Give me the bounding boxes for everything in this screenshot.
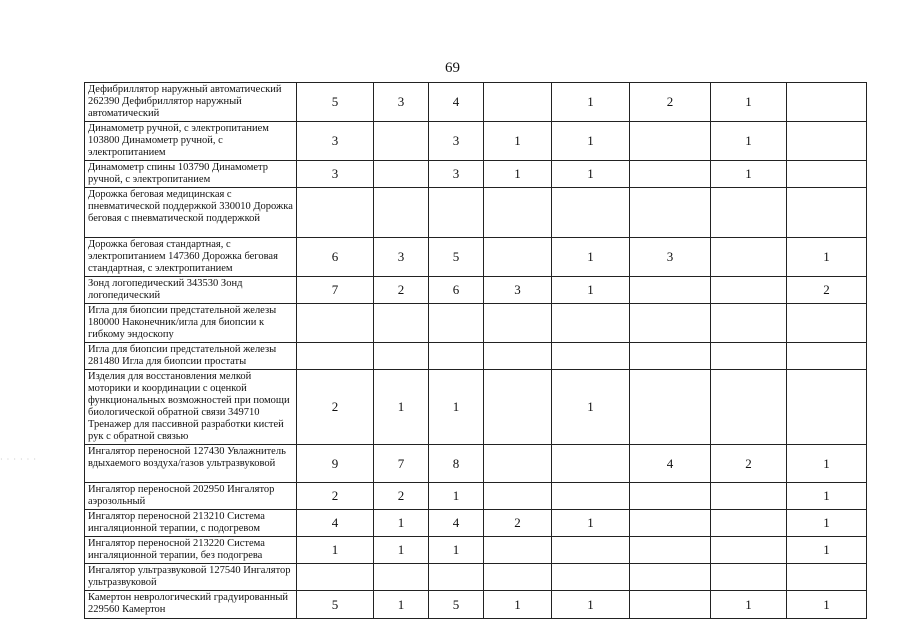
count-cell-col1: 5	[297, 591, 374, 619]
count-cell-col2	[374, 564, 429, 591]
table-row	[85, 161, 867, 188]
device-name-cell: Ингалятор переносной 127430 Увлажнитель вдыхаемого воздуха/газов ультразвуковой	[85, 445, 297, 483]
table-row	[85, 238, 867, 277]
count-cell-col2: 3	[374, 83, 429, 122]
count-cell-col3: 1	[429, 370, 484, 445]
table-row	[85, 188, 867, 238]
count-cell-col8	[787, 304, 867, 343]
count-cell-col7	[711, 277, 787, 304]
count-cell-col5	[552, 564, 630, 591]
count-cell-col4: 1	[484, 122, 552, 161]
count-cell-col4	[484, 343, 552, 370]
count-cell-col4	[484, 564, 552, 591]
count-cell-col2: 7	[374, 445, 429, 483]
count-cell-col3	[429, 343, 484, 370]
count-cell-col3: 1	[429, 483, 484, 510]
table-row	[85, 83, 867, 122]
count-cell-col4	[484, 188, 552, 238]
scan-margin-marks: · · · · · ·	[0, 455, 37, 464]
count-cell-col4	[484, 483, 552, 510]
count-cell-col1: 4	[297, 510, 374, 537]
device-name-cell: Динамометр спины 103790 Динамометр ручной, с электропитанием	[85, 161, 297, 188]
device-name-cell: Дорожка беговая стандартная, с электропитанием 147360 Дорожка беговая стандартная, с электропитанием	[85, 238, 297, 277]
count-cell-col1: 5	[297, 83, 374, 122]
count-cell-col1: 6	[297, 238, 374, 277]
count-cell-col8	[787, 83, 867, 122]
count-cell-col4: 3	[484, 277, 552, 304]
device-name-cell: Игла для биопсии предстательной железы 281480 Игла для биопсии простаты	[85, 343, 297, 370]
count-cell-col8	[787, 122, 867, 161]
count-cell-col6	[630, 277, 711, 304]
device-name-cell: Ингалятор переносной 213220 Система ингаляционной терапии, без подогрева	[85, 537, 297, 564]
count-cell-col1	[297, 304, 374, 343]
count-cell-col2: 1	[374, 537, 429, 564]
count-cell-col8	[787, 343, 867, 370]
count-cell-col3: 6	[429, 277, 484, 304]
count-cell-col3: 3	[429, 122, 484, 161]
count-cell-col7	[711, 370, 787, 445]
count-cell-col8: 1	[787, 510, 867, 537]
count-cell-col3: 5	[429, 591, 484, 619]
count-cell-col6	[630, 591, 711, 619]
count-cell-col5: 1	[552, 161, 630, 188]
count-cell-col7	[711, 564, 787, 591]
count-cell-col6	[630, 370, 711, 445]
count-cell-col6: 3	[630, 238, 711, 277]
device-name-cell: Дорожка беговая медицинская с пневматической поддержкой 330010 Дорожка беговая с пневматической поддержкой	[85, 188, 297, 238]
device-name-cell: Игла для биопсии предстательной железы 180000 Наконечник/игла для биопсии к гибкому эндоскопу	[85, 304, 297, 343]
count-cell-col8: 1	[787, 483, 867, 510]
count-cell-col6	[630, 188, 711, 238]
count-cell-col2: 3	[374, 238, 429, 277]
count-cell-col5	[552, 343, 630, 370]
count-cell-col7: 1	[711, 122, 787, 161]
equipment-table	[84, 82, 867, 619]
device-name-cell: Ингалятор переносной 213210 Система ингаляционной терапии, с подогревом	[85, 510, 297, 537]
count-cell-col6	[630, 343, 711, 370]
count-cell-col6	[630, 510, 711, 537]
page-number: 69	[445, 60, 460, 76]
count-cell-col1: 3	[297, 122, 374, 161]
count-cell-col6	[630, 304, 711, 343]
device-name-cell: Динамометр ручной, с электропитанием 103800 Динамометр ручной, с электропитанием	[85, 122, 297, 161]
table-row	[85, 537, 867, 564]
count-cell-col8: 1	[787, 537, 867, 564]
count-cell-col1: 7	[297, 277, 374, 304]
count-cell-col6	[630, 161, 711, 188]
count-cell-col1	[297, 564, 374, 591]
count-cell-col7	[711, 188, 787, 238]
count-cell-col4: 1	[484, 161, 552, 188]
count-cell-col2: 2	[374, 483, 429, 510]
count-cell-col8	[787, 564, 867, 591]
count-cell-col5: 1	[552, 122, 630, 161]
count-cell-col4	[484, 445, 552, 483]
count-cell-col4	[484, 238, 552, 277]
count-cell-col5: 1	[552, 83, 630, 122]
table-row	[85, 277, 867, 304]
count-cell-col7	[711, 537, 787, 564]
count-cell-col2: 1	[374, 370, 429, 445]
count-cell-col6	[630, 537, 711, 564]
count-cell-col5: 1	[552, 277, 630, 304]
count-cell-col3: 4	[429, 83, 484, 122]
count-cell-col8	[787, 161, 867, 188]
count-cell-col1: 3	[297, 161, 374, 188]
count-cell-col5	[552, 445, 630, 483]
count-cell-col8: 1	[787, 445, 867, 483]
count-cell-col4	[484, 537, 552, 564]
count-cell-col7: 1	[711, 591, 787, 619]
count-cell-col1: 2	[297, 370, 374, 445]
count-cell-col3: 1	[429, 537, 484, 564]
count-cell-col5	[552, 537, 630, 564]
count-cell-col8	[787, 188, 867, 238]
table-row	[85, 445, 867, 483]
count-cell-col7: 2	[711, 445, 787, 483]
count-cell-col5: 1	[552, 238, 630, 277]
device-name-cell: Ингалятор ультразвуковой 127540 Ингалятор ультразвуковой	[85, 564, 297, 591]
table-row	[85, 343, 867, 370]
count-cell-col3	[429, 564, 484, 591]
table-row	[85, 564, 867, 591]
count-cell-col2: 2	[374, 277, 429, 304]
table-row	[85, 370, 867, 445]
count-cell-col6	[630, 483, 711, 510]
count-cell-col3	[429, 304, 484, 343]
device-name-cell: Дефибриллятор наружный автоматический 262390 Дефибриллятор наружный автоматический	[85, 83, 297, 122]
count-cell-col1	[297, 188, 374, 238]
table-row	[85, 510, 867, 537]
count-cell-col8: 2	[787, 277, 867, 304]
count-cell-col3: 3	[429, 161, 484, 188]
count-cell-col2	[374, 188, 429, 238]
table-row	[85, 591, 867, 619]
count-cell-col1: 9	[297, 445, 374, 483]
count-cell-col3: 5	[429, 238, 484, 277]
count-cell-col1: 1	[297, 537, 374, 564]
count-cell-col3: 8	[429, 445, 484, 483]
count-cell-col4	[484, 370, 552, 445]
count-cell-col5	[552, 483, 630, 510]
count-cell-col3	[429, 188, 484, 238]
count-cell-col8: 1	[787, 238, 867, 277]
device-name-cell: Изделия для восстановления мелкой моторики и координации с оценкой функциональных возможностей при помощи биологической обратной связи 349710 Тренажер для пассивной разработки кистей рук с обратной связью	[85, 370, 297, 445]
count-cell-col3: 4	[429, 510, 484, 537]
count-cell-col2	[374, 343, 429, 370]
count-cell-col2	[374, 122, 429, 161]
count-cell-col2	[374, 161, 429, 188]
count-cell-col7: 1	[711, 83, 787, 122]
count-cell-col6: 2	[630, 83, 711, 122]
count-cell-col8: 1	[787, 591, 867, 619]
count-cell-col7	[711, 343, 787, 370]
count-cell-col4: 2	[484, 510, 552, 537]
count-cell-col6	[630, 564, 711, 591]
count-cell-col7	[711, 483, 787, 510]
count-cell-col2: 1	[374, 591, 429, 619]
count-cell-col6: 4	[630, 445, 711, 483]
count-cell-col1: 2	[297, 483, 374, 510]
count-cell-col7	[711, 304, 787, 343]
count-cell-col5	[552, 188, 630, 238]
count-cell-col5: 1	[552, 510, 630, 537]
count-cell-col7	[711, 510, 787, 537]
device-name-cell: Камертон неврологический градуированный 229560 Камертон	[85, 591, 297, 619]
count-cell-col7	[711, 238, 787, 277]
count-cell-col2	[374, 304, 429, 343]
table-row	[85, 483, 867, 510]
count-cell-col4	[484, 304, 552, 343]
count-cell-col4: 1	[484, 591, 552, 619]
count-cell-col8	[787, 370, 867, 445]
count-cell-col5	[552, 304, 630, 343]
count-cell-col2: 1	[374, 510, 429, 537]
count-cell-col7: 1	[711, 161, 787, 188]
device-name-cell: Ингалятор переносной 202950 Ингалятор аэрозольный	[85, 483, 297, 510]
table-row	[85, 304, 867, 343]
count-cell-col6	[630, 122, 711, 161]
count-cell-col5: 1	[552, 591, 630, 619]
table-row	[85, 122, 867, 161]
count-cell-col5: 1	[552, 370, 630, 445]
count-cell-col1	[297, 343, 374, 370]
device-name-cell: Зонд логопедический 343530 Зонд логопедический	[85, 277, 297, 304]
count-cell-col4	[484, 83, 552, 122]
